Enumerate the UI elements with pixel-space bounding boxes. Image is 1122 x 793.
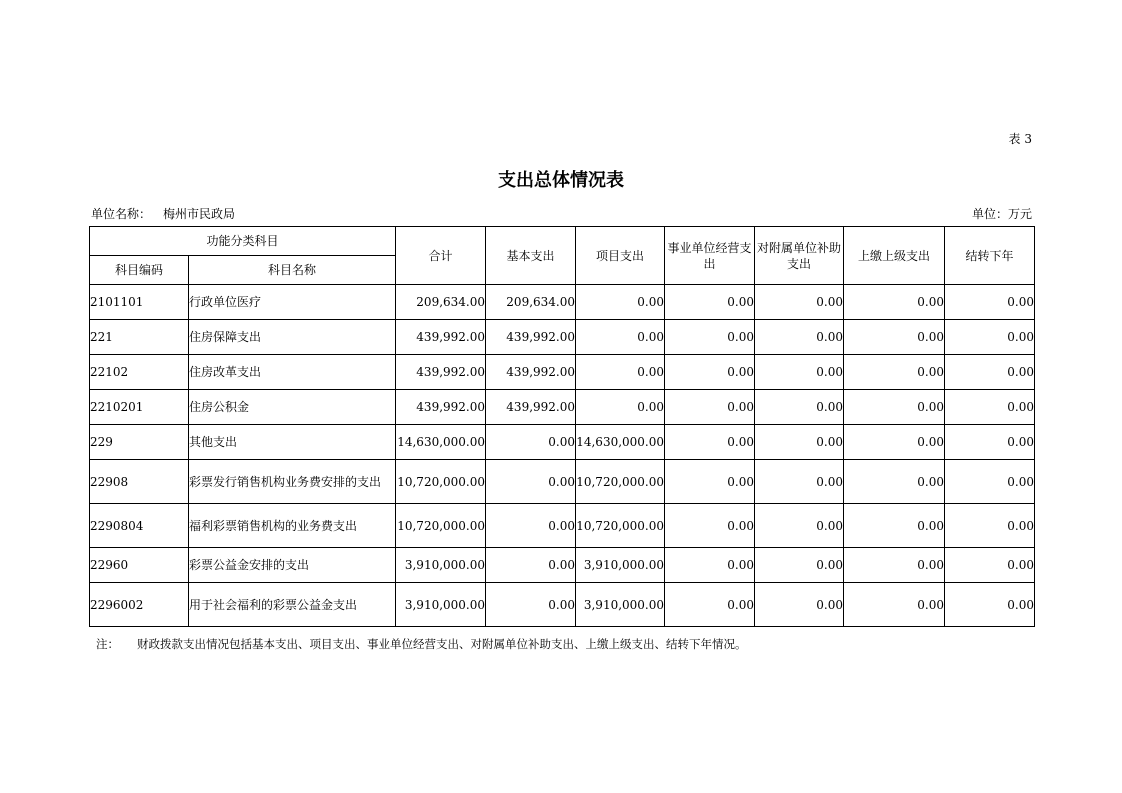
basic-value: 209,634.00 bbox=[486, 285, 576, 320]
subsidy-value: 0.00 bbox=[755, 504, 844, 548]
upper-value: 0.00 bbox=[844, 285, 945, 320]
project-value: 0.00 bbox=[576, 355, 665, 390]
header-subsidy: 对附属单位补助支出 bbox=[755, 227, 844, 285]
business-value: 0.00 bbox=[665, 390, 755, 425]
upper-value: 0.00 bbox=[844, 320, 945, 355]
upper-value: 0.00 bbox=[844, 390, 945, 425]
subject-code: 2296002 bbox=[90, 583, 189, 627]
business-value: 0.00 bbox=[665, 320, 755, 355]
upper-value: 0.00 bbox=[844, 355, 945, 390]
header-code: 科目编码 bbox=[90, 256, 189, 285]
unit-name-value: 梅州市民政局 bbox=[163, 207, 236, 221]
total-value: 3,910,000.00 bbox=[396, 548, 486, 583]
total-value: 439,992.00 bbox=[396, 320, 486, 355]
business-value: 0.00 bbox=[665, 460, 755, 504]
header-project: 项目支出 bbox=[576, 227, 665, 285]
header-upper: 上缴上级支出 bbox=[844, 227, 945, 285]
subsidy-value: 0.00 bbox=[755, 355, 844, 390]
project-value: 10,720,000.00 bbox=[576, 460, 665, 504]
total-value: 439,992.00 bbox=[396, 390, 486, 425]
subject-code: 22102 bbox=[90, 355, 189, 390]
header-name: 科目名称 bbox=[189, 256, 396, 285]
total-value: 439,992.00 bbox=[396, 355, 486, 390]
header-function-group: 功能分类科目 bbox=[90, 227, 396, 256]
subject-code: 2290804 bbox=[90, 504, 189, 548]
total-value: 10,720,000.00 bbox=[396, 460, 486, 504]
subject-code: 2210201 bbox=[90, 390, 189, 425]
business-value: 0.00 bbox=[665, 355, 755, 390]
subject-code: 22908 bbox=[90, 460, 189, 504]
header-carryover: 结转下年 bbox=[945, 227, 1035, 285]
subsidy-value: 0.00 bbox=[755, 320, 844, 355]
project-value: 3,910,000.00 bbox=[576, 583, 665, 627]
subject-code: 2101101 bbox=[90, 285, 189, 320]
total-value: 3,910,000.00 bbox=[396, 583, 486, 627]
unit-name-label: 单位名称： bbox=[91, 207, 152, 221]
unit-name bbox=[91, 205, 235, 222]
carryover-value: 0.00 bbox=[945, 320, 1035, 355]
subject-code: 229 bbox=[90, 425, 189, 460]
table-row bbox=[90, 583, 1035, 627]
subsidy-value: 0.00 bbox=[755, 390, 844, 425]
subsidy-value: 0.00 bbox=[755, 460, 844, 504]
business-value: 0.00 bbox=[665, 548, 755, 583]
basic-value: 439,992.00 bbox=[486, 320, 576, 355]
carryover-value: 0.00 bbox=[945, 504, 1035, 548]
upper-value: 0.00 bbox=[844, 460, 945, 504]
table-row bbox=[90, 355, 1035, 390]
carryover-value: 0.00 bbox=[945, 583, 1035, 627]
header-basic: 基本支出 bbox=[486, 227, 576, 285]
header-total: 合计 bbox=[396, 227, 486, 285]
basic-value: 0.00 bbox=[486, 548, 576, 583]
project-value: 0.00 bbox=[576, 285, 665, 320]
footnote-label: 注： bbox=[96, 637, 119, 651]
subsidy-value: 0.00 bbox=[755, 285, 844, 320]
table-row bbox=[90, 425, 1035, 460]
upper-value: 0.00 bbox=[844, 504, 945, 548]
table-row bbox=[90, 504, 1035, 548]
upper-value: 0.00 bbox=[844, 425, 945, 460]
page-title: 支出总体情况表 bbox=[498, 170, 624, 191]
carryover-value: 0.00 bbox=[945, 355, 1035, 390]
total-value: 209,634.00 bbox=[396, 285, 486, 320]
subject-name: 住房公积金 bbox=[189, 390, 396, 425]
subject-code: 221 bbox=[90, 320, 189, 355]
basic-value: 0.00 bbox=[486, 504, 576, 548]
table-row bbox=[90, 285, 1035, 320]
business-value: 0.00 bbox=[665, 425, 755, 460]
subject-name: 彩票公益金安排的支出 bbox=[189, 548, 396, 583]
subject-name: 其他支出 bbox=[189, 425, 396, 460]
subject-name: 住房保障支出 bbox=[189, 320, 396, 355]
basic-value: 439,992.00 bbox=[486, 355, 576, 390]
project-value: 10,720,000.00 bbox=[576, 504, 665, 548]
subject-name: 用于社会福利的彩票公益金支出 bbox=[189, 583, 396, 627]
project-value: 0.00 bbox=[576, 390, 665, 425]
basic-value: 0.00 bbox=[486, 583, 576, 627]
project-value: 3,910,000.00 bbox=[576, 548, 665, 583]
business-value: 0.00 bbox=[665, 504, 755, 548]
project-value: 0.00 bbox=[576, 320, 665, 355]
table-row bbox=[90, 460, 1035, 504]
subject-name: 福利彩票销售机构的业务费支出 bbox=[189, 504, 396, 548]
subsidy-value: 0.00 bbox=[755, 583, 844, 627]
subsidy-value: 0.00 bbox=[755, 425, 844, 460]
subsidy-value: 0.00 bbox=[755, 548, 844, 583]
footnote bbox=[96, 636, 747, 652]
expenditure-table bbox=[89, 226, 1035, 627]
basic-value: 0.00 bbox=[486, 460, 576, 504]
subject-name: 彩票发行销售机构业务费安排的支出 bbox=[189, 460, 396, 504]
total-value: 10,720,000.00 bbox=[396, 504, 486, 548]
footnote-text: 财政拨款支出情况包括基本支出、项目支出、事业单位经营支出、对附属单位补助支出、上缴上级支出、结转下年情况。 bbox=[137, 637, 747, 651]
upper-value: 0.00 bbox=[844, 583, 945, 627]
carryover-value: 0.00 bbox=[945, 548, 1035, 583]
table-row bbox=[90, 390, 1035, 425]
header-business: 事业单位经营支出 bbox=[665, 227, 755, 285]
project-value: 14,630,000.00 bbox=[576, 425, 665, 460]
basic-value: 0.00 bbox=[486, 425, 576, 460]
subject-code: 22960 bbox=[90, 548, 189, 583]
subject-name: 行政单位医疗 bbox=[189, 285, 396, 320]
carryover-value: 0.00 bbox=[945, 425, 1035, 460]
unit-label: 单位：万元 bbox=[971, 207, 1032, 221]
total-value: 14,630,000.00 bbox=[396, 425, 486, 460]
business-value: 0.00 bbox=[665, 285, 755, 320]
subject-name: 住房改革支出 bbox=[189, 355, 396, 390]
table-number: 表 3 bbox=[1008, 132, 1032, 146]
business-value: 0.00 bbox=[665, 583, 755, 627]
basic-value: 439,992.00 bbox=[486, 390, 576, 425]
carryover-value: 0.00 bbox=[945, 285, 1035, 320]
carryover-value: 0.00 bbox=[945, 460, 1035, 504]
upper-value: 0.00 bbox=[844, 548, 945, 583]
table-row bbox=[90, 548, 1035, 583]
table-row bbox=[90, 320, 1035, 355]
carryover-value: 0.00 bbox=[945, 390, 1035, 425]
